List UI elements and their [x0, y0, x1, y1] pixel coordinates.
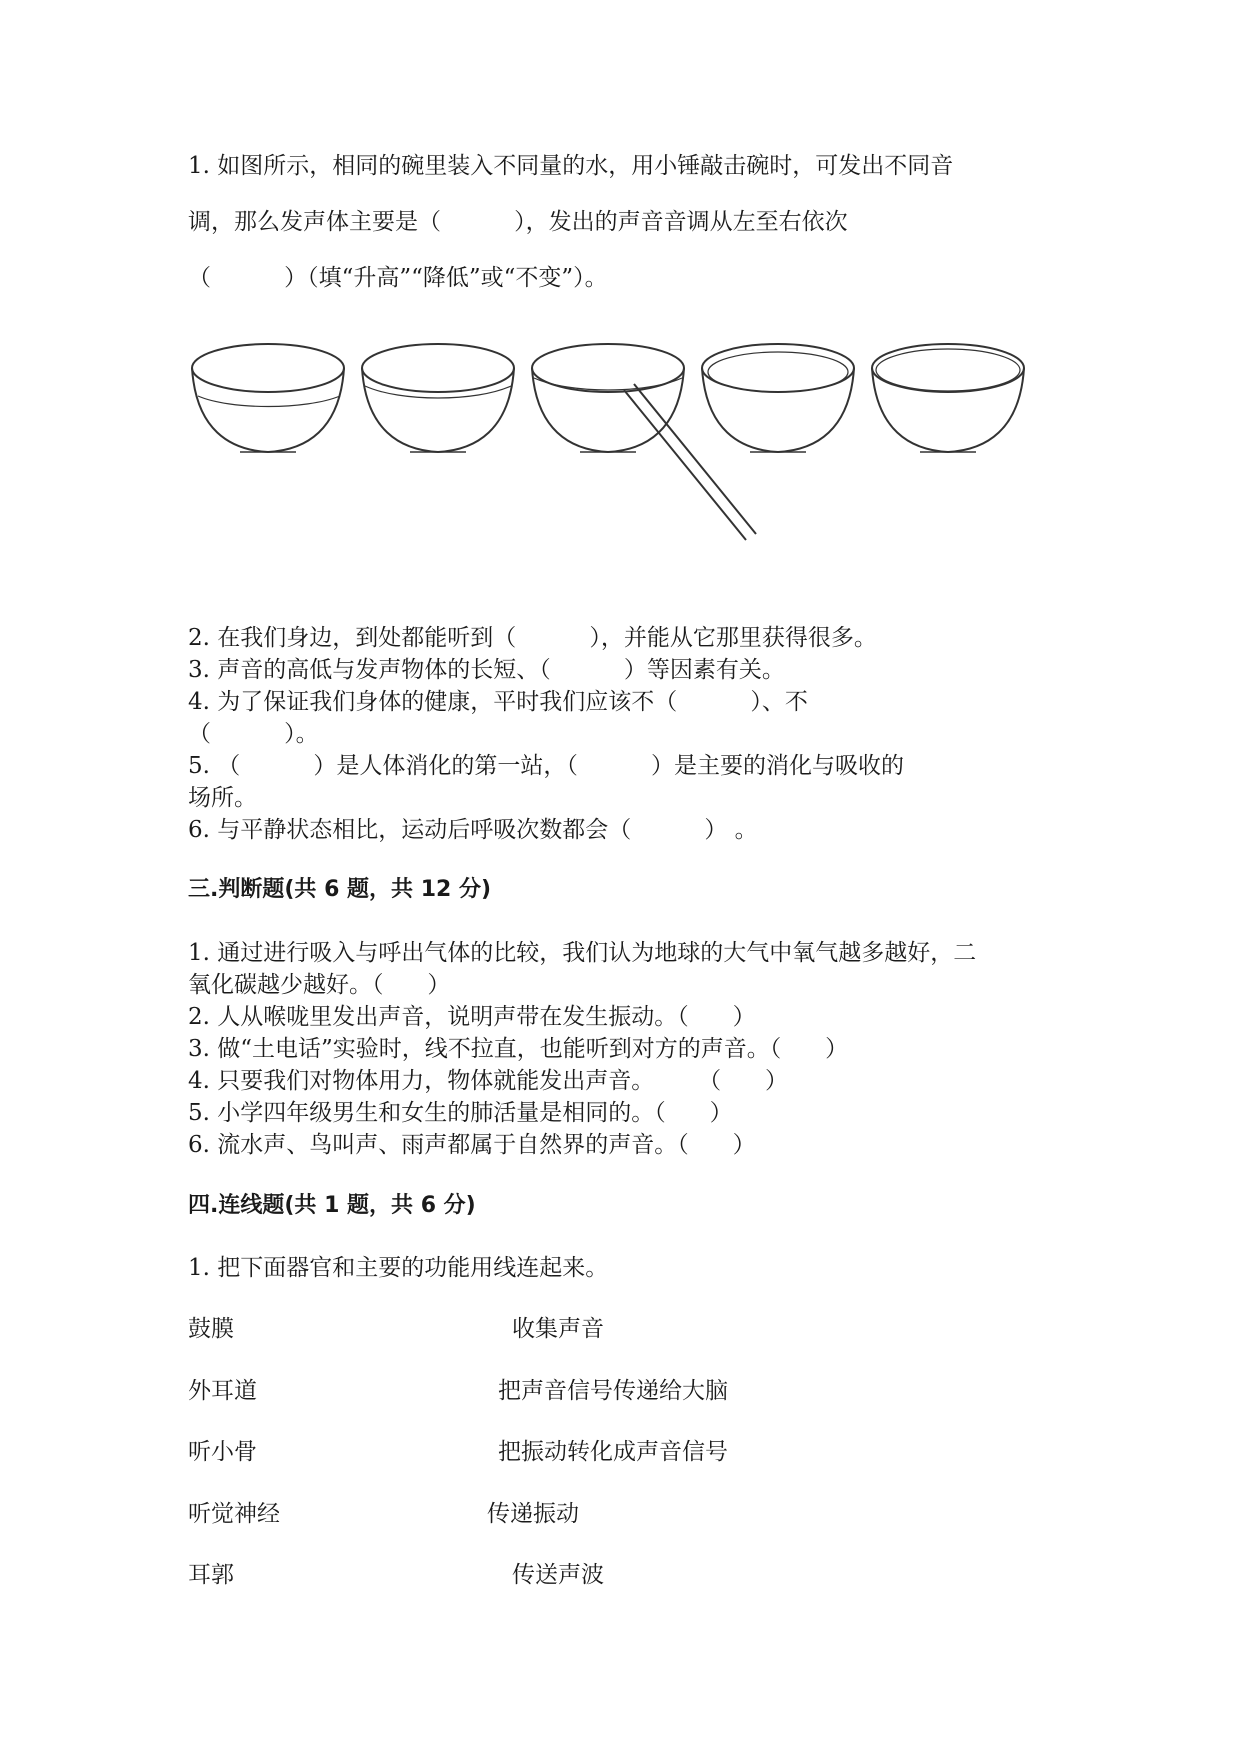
judge-q6: 6. 流水声、鸟叫声、雨声都属于自然界的声音。（ ）: [188, 1132, 756, 1158]
organ-item: 听觉神经: [188, 1501, 280, 1527]
function-item: 传递振动: [487, 1501, 579, 1527]
q3-text: 3. 声音的高低与发声物体的长短、（ ）等因素有关。: [188, 657, 785, 683]
match-instruction: 1. 把下面器官和主要的功能用线连起来。: [188, 1255, 609, 1281]
q1-line-2: 调，那么发声体主要是（ ），发出的声音音调从左至右依次: [188, 209, 848, 235]
organ-item: 鼓膜: [188, 1316, 234, 1342]
q1-line-1: 1. 如图所示，相同的碗里装入不同量的水，用小锤敲击碗时，可发出不同音: [188, 153, 954, 179]
q4-line-1: 4. 为了保证我们身体的健康，平时我们应该不（ ）、不: [188, 689, 808, 715]
judge-q1-line-2: 氧化碳越少越好。（ ）: [188, 972, 451, 998]
organ-item: 听小骨: [188, 1439, 257, 1465]
organ-item: 耳郭: [188, 1562, 234, 1588]
function-item: 把声音信号传递给大脑: [498, 1378, 728, 1404]
q4-line-2: （ ）。: [188, 721, 319, 747]
judge-q3: 3. 做“土电话”实验时，线不拉直，也能听到对方的声音。（ ）: [188, 1036, 849, 1062]
section-3-heading: 三.判断题(共 6 题，共 12 分): [188, 877, 492, 902]
q1-line-3: （ ）（填“升高”“降低”或“不变”）。: [188, 265, 608, 291]
function-item: 收集声音: [512, 1316, 604, 1342]
section-4-heading: 四.连线题(共 1 题，共 6 分): [188, 1193, 476, 1218]
bowls-illustration-icon: [190, 340, 1050, 570]
q6-text: 6. 与平静状态相比，运动后呼吸次数都会（ ） 。: [188, 817, 758, 843]
q2-text: 2. 在我们身边，到处都能听到（ ），并能从它那里获得很多。: [188, 625, 877, 651]
q5-line-2: 场所。: [188, 785, 257, 811]
judge-q1-line-1: 1. 通过进行吸入与呼出气体的比较，我们认为地球的大气中氧气越多越好，二: [188, 940, 977, 966]
judge-q2: 2. 人从喉咙里发出声音，说明声带在发生振动。（ ）: [188, 1004, 756, 1030]
q5-line-1: 5. （ ）是人体消化的第一站，（ ）是主要的消化与吸收的: [188, 753, 904, 779]
judge-q4: 4. 只要我们对物体用力，物体就能发出声音。 （ ）: [188, 1068, 788, 1094]
judge-q5: 5. 小学四年级男生和女生的肺活量是相同的。（ ）: [188, 1100, 733, 1126]
function-item: 传送声波: [512, 1562, 604, 1588]
function-item: 把振动转化成声音信号: [498, 1439, 728, 1465]
organ-item: 外耳道: [188, 1378, 257, 1404]
